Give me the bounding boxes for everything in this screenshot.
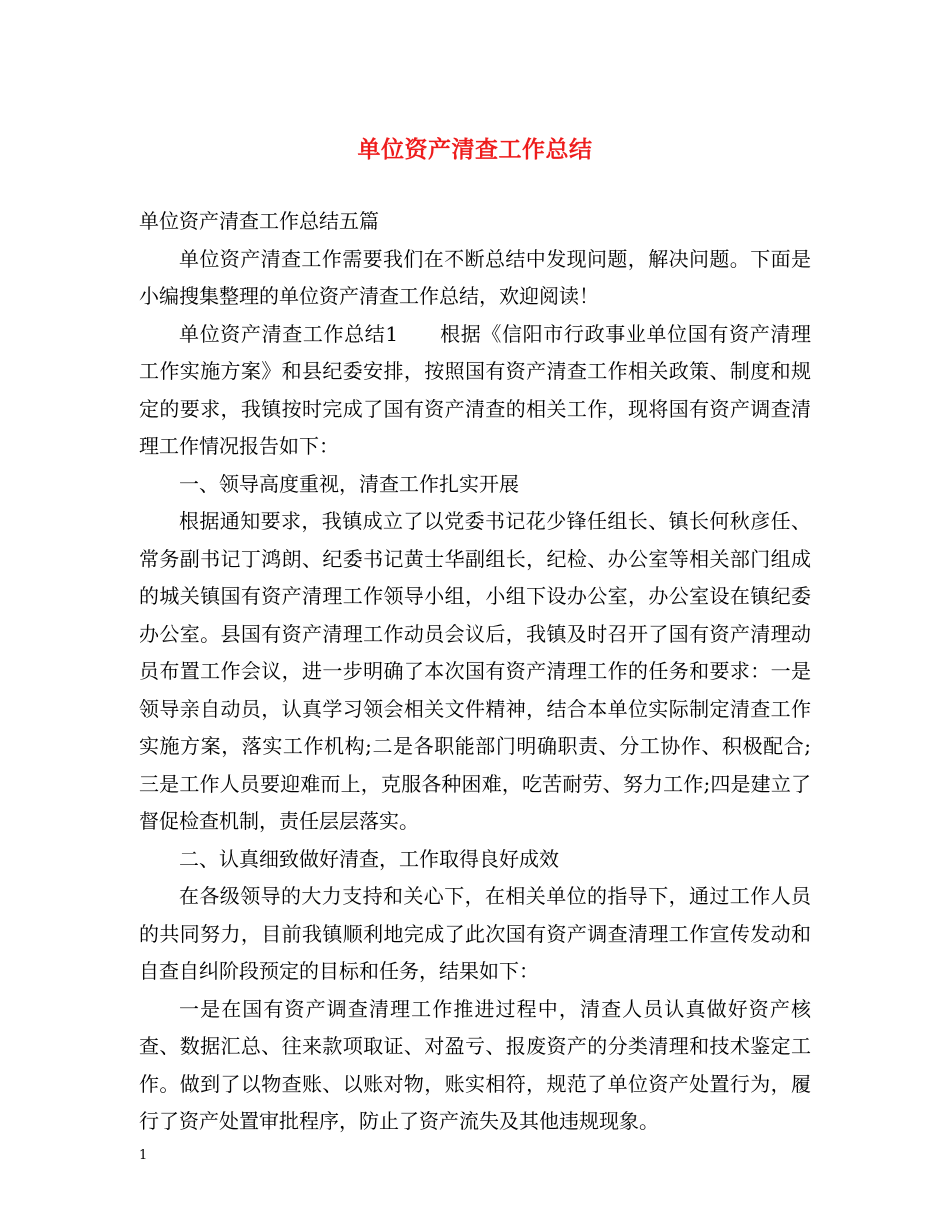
document-title: 单位资产清查工作总结 <box>357 136 593 163</box>
paragraph-section-1: 根据通知要求，我镇成立了以党委书记花少锋任组长、镇长何秋彦任、常务副书记丁鸿朗、纪委书记黄士华副组长，纪检、办公室等相关部门组成的城关镇国有资产清理工作领导小组，小组下设办公室，办公室设在镇纪委办公室。县国有资产清理工作动员会议后，我镇及时召开了国有资产清理动员布置工作会议，进一步明确了本次国有资产清理工作的任务和要求：一是领导亲自动员，认真学习领会相关文件精神，结合本单位实际制定清查工作实施方案，落实工作机构;二是各职能部门明确职责、分工协作、积极配合;三是工作人员要迎难而上，克服各种困难，吃苦耐劳、努力工作;四是建立了督促检查机制，责任层层落实。 <box>139 509 811 833</box>
page-number: 1 <box>139 1148 148 1163</box>
paragraph-intro: 单位资产清查工作需要我们在不断总结中发现问题，解决问题。下面是小编搜集整理的单位资产清查工作总结，欢迎阅读！ <box>139 246 811 308</box>
section-heading-1: 一、领导高度重视，清查工作扎实开展 <box>179 471 519 496</box>
document-body <box>139 203 811 1141</box>
paragraph-section-2: 在各级领导的大力支持和关心下，在相关单位的指导下，通过工作人员的共同努力，目前我镇顺利地完成了此次国有资产调查清理工作宣传发动和自查自纠阶段预定的目标和任务，结果如下： <box>139 884 811 983</box>
paragraph-summary-1: 单位资产清查工作总结1 根据《信阳市行政事业单位国有资产清理工作实施方案》和县纪委安排，按照国有资产清查工作相关政策、制度和规定的要求，我镇按时完成了国有资产清查的相关工作，现将国有资产调查清理工作情况报告如下： <box>139 321 811 458</box>
paragraph-result-1: 一是在国有资产调查清理工作推进过程中，清查人员认真做好资产核查、数据汇总、往来款项取证、对盈亏、报废资产的分类清理和技术鉴定工作。做到了以物查账、以账对物，账实相符，规范了单位资产处置行为，履行了资产处置审批程序，防止了资产流失及其他违规现象。 <box>139 996 811 1133</box>
section-heading-2: 二、认真细致做好清查，工作取得良好成效 <box>179 846 559 871</box>
paragraph-subtitle: 单位资产清查工作总结五篇 <box>139 209 379 233</box>
